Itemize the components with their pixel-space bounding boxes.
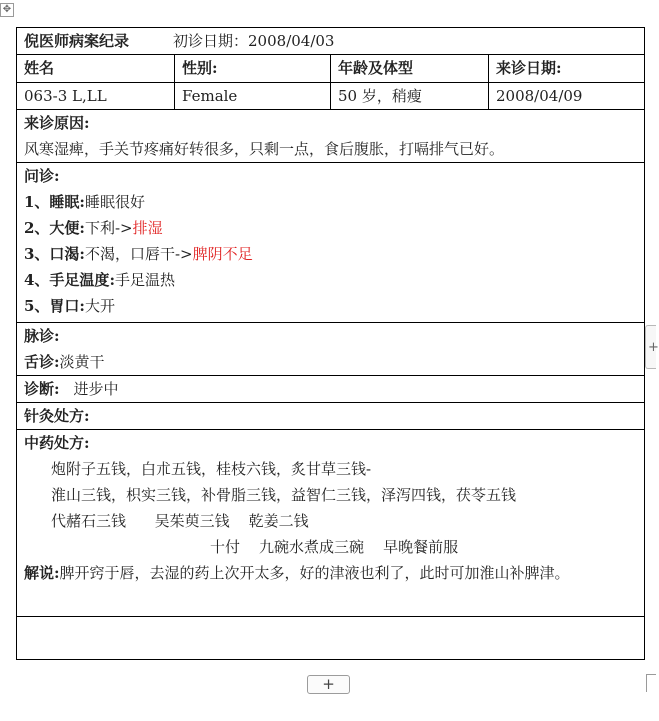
inquiry-item-value: 不渴，口唇干-> bbox=[84, 245, 193, 263]
reason-cell[interactable] bbox=[17, 110, 645, 163]
diagnosis-cell[interactable] bbox=[17, 376, 645, 403]
plus-icon: + bbox=[322, 675, 335, 693]
inquiry-item-note: 脾阴不足 bbox=[192, 245, 253, 263]
patient-age-type[interactable]: 50 岁，稍瘦 bbox=[331, 83, 489, 110]
inquiry-item-limb-temp bbox=[24, 267, 644, 293]
column-insert-handle[interactable] bbox=[645, 325, 659, 369]
diagnosis-value: 进步中 bbox=[73, 380, 119, 398]
herbal-explanation bbox=[24, 560, 644, 586]
inquiry-item-appetite bbox=[24, 293, 644, 319]
title-cell[interactable] bbox=[17, 28, 645, 55]
herbal-dosage: 十付 九碗水煮成三碗 早晚餐前服 bbox=[209, 538, 459, 556]
table-move-handle[interactable] bbox=[0, 3, 14, 17]
add-row-button[interactable] bbox=[307, 675, 350, 694]
reason-label: 来诊原因: bbox=[24, 114, 90, 132]
explanation-label: 解说: bbox=[24, 564, 60, 582]
move-icon: ✥ bbox=[2, 4, 12, 15]
pulse-cell[interactable] bbox=[17, 323, 645, 376]
acupuncture-row bbox=[17, 403, 645, 430]
tongue-line bbox=[24, 349, 644, 375]
inquiry-item-stool bbox=[24, 215, 644, 241]
inquiry-cell[interactable] bbox=[17, 163, 645, 323]
inquiry-item-label: 1、睡眠: bbox=[24, 193, 85, 211]
patient-gender[interactable]: Female bbox=[175, 83, 331, 110]
diagnosis-row bbox=[17, 376, 645, 403]
inquiry-label: 问诊: bbox=[24, 167, 60, 185]
acupuncture-cell[interactable] bbox=[17, 403, 645, 430]
inquiry-item-note: 排湿 bbox=[132, 219, 163, 237]
plus-icon: + bbox=[648, 340, 659, 355]
patient-name[interactable]: 063-3 L,LL bbox=[17, 83, 175, 110]
inquiry-item-thirst bbox=[24, 241, 644, 267]
inquiry-item-label: 2、大便: bbox=[24, 219, 85, 237]
tongue-value: 淡黄干 bbox=[59, 353, 105, 371]
medical-record-table bbox=[16, 27, 645, 660]
inquiry-item-label: 4、手足温度: bbox=[24, 271, 115, 289]
inquiry-item-value: 手足温热 bbox=[114, 271, 175, 289]
title-row bbox=[17, 28, 645, 55]
pulse-row bbox=[17, 323, 645, 376]
acupuncture-label: 针灸处方: bbox=[24, 407, 90, 425]
inquiry-item-value: 大开 bbox=[84, 297, 115, 315]
values-row bbox=[17, 83, 645, 110]
diagnosis-label: 诊断: bbox=[24, 380, 60, 398]
tongue-label: 舌诊: bbox=[24, 353, 60, 371]
explanation-text: 脾开窍于唇，去湿的药上次开太多，好的津液也利了，此时可加淮山补脾津。 bbox=[59, 564, 570, 582]
herbal-line: 炮附子五钱，白朮五钱，桂枝六钱，炙甘草三钱- bbox=[51, 460, 372, 478]
header-age-type[interactable]: 年龄及体型 bbox=[331, 55, 489, 83]
inquiry-item-label: 3、口渴: bbox=[24, 245, 85, 263]
inquiry-item-label: 5、胃口: bbox=[24, 297, 85, 315]
visit-date[interactable]: 2008/04/09 bbox=[489, 83, 645, 110]
herbal-row bbox=[17, 430, 645, 617]
header-visit-date[interactable]: 来诊日期: bbox=[489, 55, 645, 83]
herbal-line: 淮山三钱，枳实三钱，补骨脂三钱，益智仁三钱，泽泻四钱，茯苓五钱 bbox=[51, 486, 517, 504]
empty-cell[interactable] bbox=[17, 617, 645, 660]
reason-text: 风寒湿痺，手关节疼痛好转很多，只剩一点，食后腹胀，打嗝排气已好。 bbox=[24, 140, 505, 158]
empty-row bbox=[17, 617, 645, 660]
header-gender[interactable]: 性别: bbox=[175, 55, 331, 83]
first-visit-date: 初诊日期：2008/04/03 bbox=[173, 32, 335, 50]
header-row bbox=[17, 55, 645, 83]
inquiry-row bbox=[17, 163, 645, 323]
pulse-label: 脉诊: bbox=[24, 327, 60, 345]
table-resize-handle[interactable] bbox=[646, 674, 656, 692]
herbal-line: 代赭石三钱 吴茱萸三钱 乾姜二钱 bbox=[51, 512, 309, 530]
inquiry-item-value: 下利-> bbox=[84, 219, 133, 237]
inquiry-item-sleep bbox=[24, 189, 644, 215]
herbal-cell[interactable] bbox=[17, 430, 645, 617]
record-title: 倪医师病案纪录 bbox=[24, 32, 130, 50]
herbal-label: 中药处方: bbox=[24, 434, 90, 452]
reason-row bbox=[17, 110, 645, 163]
header-name[interactable]: 姓名 bbox=[17, 55, 175, 83]
inquiry-item-value: 睡眠很好 bbox=[84, 193, 145, 211]
